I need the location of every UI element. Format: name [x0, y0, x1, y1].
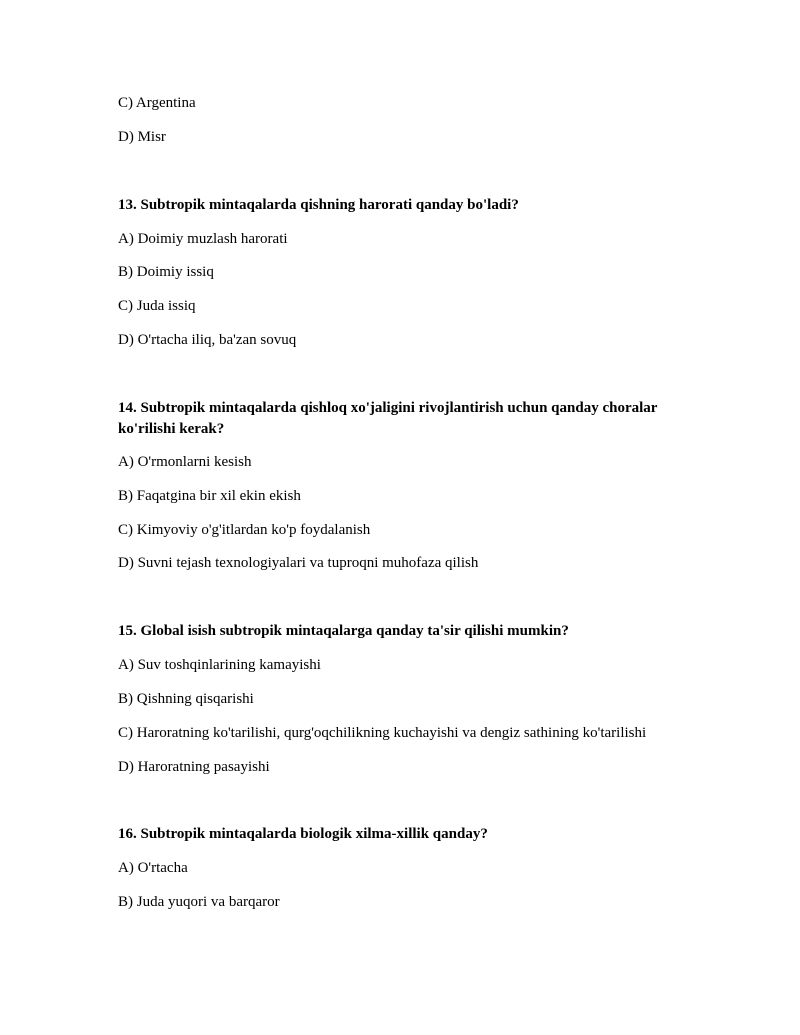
option-text: C) Haroratning ko'tarilishi, qurg'oqchilikning kuchayishi va dengiz sathining ko'tarilishi	[118, 725, 647, 741]
option-text: A) Doimiy muzlash harorati	[118, 231, 288, 247]
option-text: A) O'rtacha	[118, 860, 188, 876]
question-title: 13. Subtropik mintaqalarda qishning harorati qanday bo'ladi?	[118, 197, 519, 213]
option-text: D) Misr	[118, 129, 166, 145]
question-title: 16. Subtropik mintaqalarda biologik xilma-xillik qanday?	[118, 826, 488, 842]
option-text: C) Kimyoviy o'g'itlardan ko'p foydalanish	[118, 522, 371, 538]
option-text: A) O'rmonlarni kesish	[118, 454, 252, 470]
option-text: B) Doimiy issiq	[118, 264, 214, 280]
option-text: D) Haroratning pasayishi	[118, 759, 270, 775]
option-text: B) Juda yuqori va barqaror	[118, 894, 280, 910]
option-text: B) Qishning qisqarishi	[118, 691, 254, 707]
option-text: D) O'rtacha iliq, ba'zan sovuq	[118, 332, 297, 348]
question-title: 14. Subtropik mintaqalarda qishloq xo'jaligini rivojlantirish uchun qanday choralar ko'rilishi kerak?	[118, 400, 658, 437]
option-text: B) Faqatgina bir xil ekin ekish	[118, 488, 301, 504]
option-text: D) Suvni tejash texnologiyalari va tuproqni muhofaza qilish	[118, 555, 479, 571]
option-text: C) Argentina	[118, 95, 196, 111]
option-text: C) Juda issiq	[118, 298, 196, 314]
option-text: A) Suv toshqinlarining kamayishi	[118, 657, 321, 673]
question-title: 15. Global isish subtropik mintaqalarga qanday ta'sir qilishi mumkin?	[118, 623, 569, 639]
